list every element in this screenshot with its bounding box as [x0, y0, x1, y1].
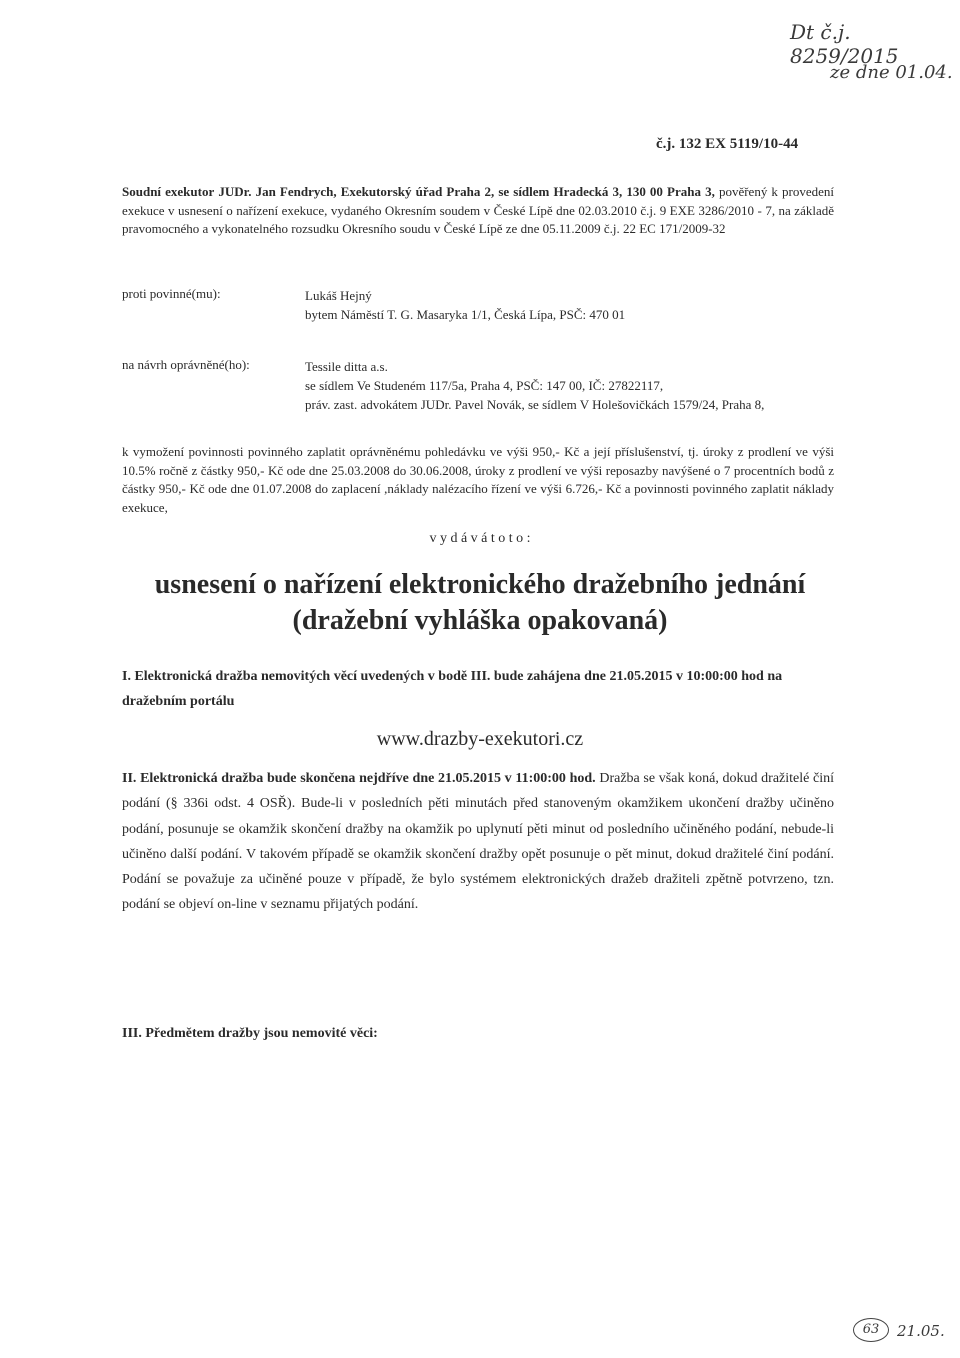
handwritten-footer-date: 21.05.	[897, 1322, 945, 1340]
claim-text: k vymožení povinnosti povinného zaplatit oprávněnému pohledávku ve výši 950,- Kč a její příslušenství, tj. úroky z prodlení ve výši 10.5% ročně z částky 950,- Kč ode dne 25.03.2008 do 30.06.2008, úroky z prodlení ve výši reposazby navýšené o 7 procentních bodů z částky 950,- Kč ode dne 01.07.2008 do zaplacení ,náklady nalézacího řízení ve výši 6.726,- Kč a povinnosti povinného zaplatit náklady exekuce,	[122, 444, 834, 516]
debtor-name: Lukáš Hejný	[305, 288, 372, 303]
creditor-name: Tessile ditta a.s.	[305, 359, 388, 374]
executor-label: Soudní exekutor	[122, 184, 215, 199]
section-3: III. Předmětem dražby jsou nemovité věci:	[122, 1026, 378, 1041]
executor-intro-text: pověřený k provedení exekuce v usnesení o nařízení exekuce, vydaného Okresním soudem v České Lípě dne 02.03.2010 č.j. 9 EXE 3286/2010 - 7, na základě pravomocného a vykonatelného rozsudku Okresního soudu v České Lípě ze dne 05.11.2009 č.j. 22 EC 171/2009-32	[122, 184, 835, 237]
creditor-address: se sídlem Ve Studeném 117/5a, Praha 4, PSČ: 147 00, IČ: 27822117,	[305, 378, 664, 393]
creditor-label: na návrh oprávněné(ho):	[122, 357, 250, 372]
section-2-heading: II. Elektronická dražba bude skončena nejdříve dne 21.05.2015 v 11:00:00 hod.	[122, 771, 596, 786]
section-1: I. Elektronická dražba nemovitých věcí uvedených v bodě III. bude zahájena dne 21.05.2015 v 10:00:00 hod na dražebním portálu	[122, 669, 783, 709]
handwritten-circled-number: 63	[853, 1318, 889, 1342]
debtor-address: bytem Náměstí T. G. Masaryka 1/1, Česká Lípa, PSČ: 470 01	[305, 307, 626, 322]
portal-url: www.drazby-exekutori.cz	[376, 728, 584, 750]
document-title-line2: (dražební vyhláška opakovaná)	[292, 605, 668, 636]
handwritten-note-line2: ze dne 01.04.	[830, 62, 953, 83]
document-title	[0, 567, 960, 639]
reference-number: č.j. 132 EX 5119/10-44	[656, 136, 799, 152]
debtor-label: proti povinné(mu):	[122, 286, 221, 301]
executor-name: JUDr. Jan Fendrych, Exekutorský úřad Praha 2, se sídlem Hradecká 3, 130 00 Praha 3,	[218, 184, 715, 199]
executor-intro	[122, 183, 834, 239]
section-2-text: Dražba se však koná, dokud dražitelé činí podání (§ 336i odst. 4 OSŘ). Bude-li v posledních pěti minutách před stanoveným okamžikem ukončení dražby učiněno podání, posunuje se okamžik skončení dražby na okamžik po uplynutí pěti minut od posledního učiněného podání, nebude-li učiněno další podání. V takovém případě se okamžik skončení dražby opět posunuje o pět minut, dokud dražitelé činí podání. Podání se považuje za učiněné pouze v případě, že bylo systémem elektronických dražeb dražiteli zpětně potvrzeno, tzn. podání se objeví on-line v seznamu přijatých podání.	[122, 771, 835, 913]
creditor-attorney: práv. zast. advokátem JUDr. Pavel Novák, se sídlem V Holešovičkách 1579/24, Praha 8,	[305, 397, 765, 412]
document-title-line1: usnesení o nařízení elektronického dražebního jednání	[154, 569, 806, 600]
issues-heading: v y d á v á t o t o :	[429, 531, 531, 546]
handwritten-note-line1: Dt č.j. 8259/2015	[790, 20, 899, 68]
section-2	[122, 766, 834, 918]
